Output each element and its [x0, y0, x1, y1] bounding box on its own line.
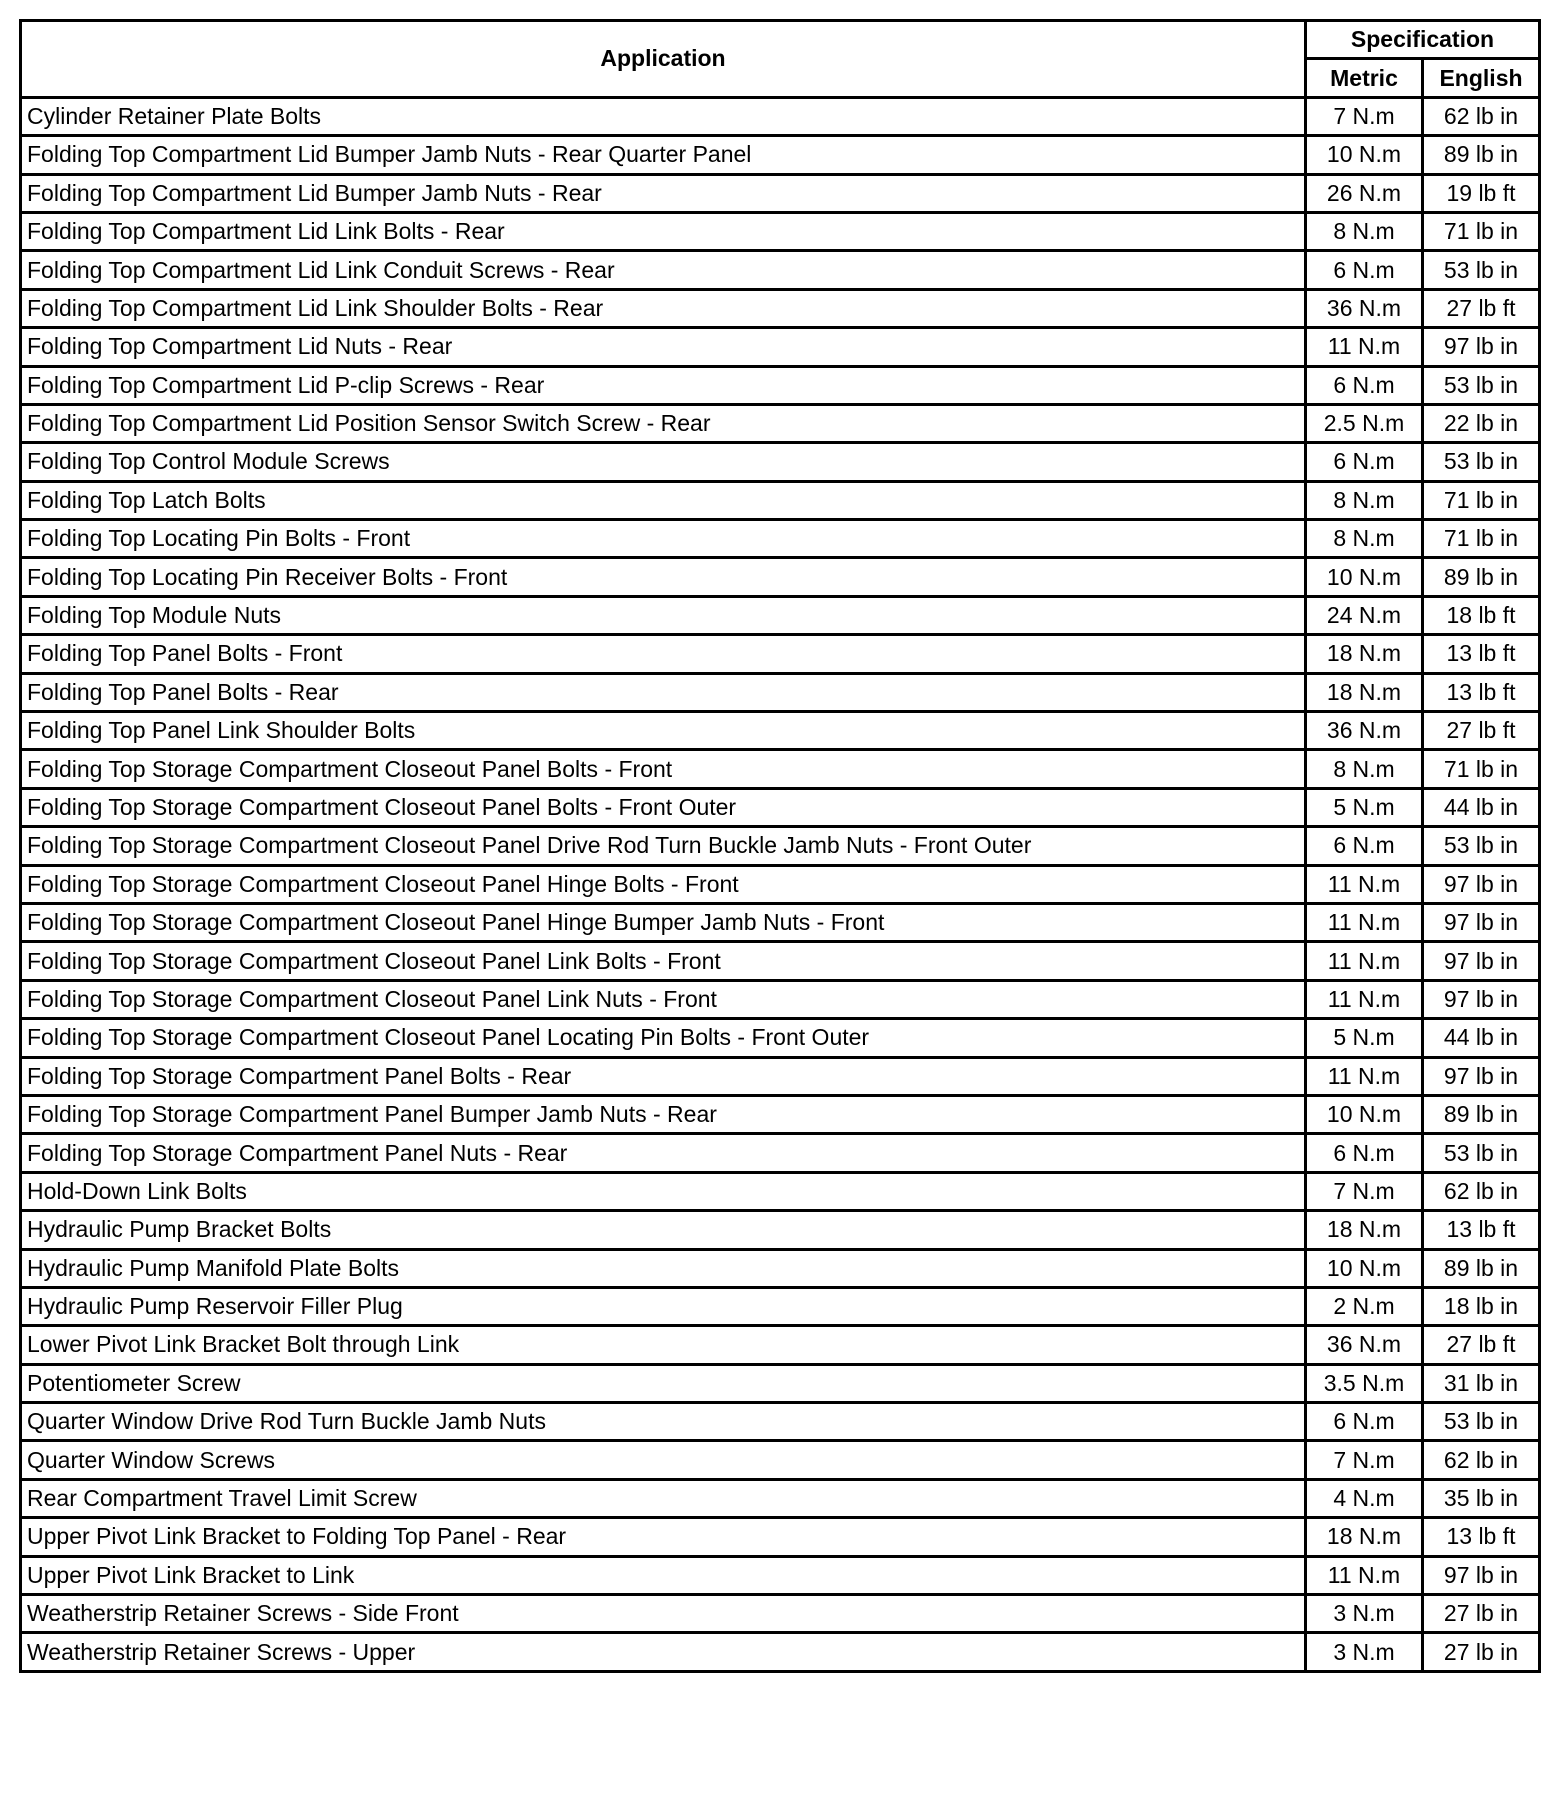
- english-cell: 53 lb in: [1423, 366, 1540, 404]
- application-cell: Folding Top Latch Bolts: [21, 481, 1306, 519]
- header-row-top: [21, 21, 1540, 59]
- table-row: [21, 328, 1540, 366]
- table-row: [21, 1326, 1540, 1364]
- english-cell: 27 lb in: [1423, 1595, 1540, 1633]
- metric-cell: 10 N.m: [1306, 136, 1423, 174]
- metric-cell: 8 N.m: [1306, 750, 1423, 788]
- table-row: [21, 1441, 1540, 1479]
- application-cell: Folding Top Compartment Lid Link Shoulder Bolts - Rear: [21, 289, 1306, 327]
- application-cell: Potentiometer Screw: [21, 1364, 1306, 1402]
- table-row: [21, 1403, 1540, 1441]
- table-row: [21, 865, 1540, 903]
- english-cell: 27 lb ft: [1423, 1326, 1540, 1364]
- english-cell: 62 lb in: [1423, 1441, 1540, 1479]
- table-row: [21, 443, 1540, 481]
- application-cell: Weatherstrip Retainer Screws - Upper: [21, 1633, 1306, 1671]
- metric-cell: 5 N.m: [1306, 1019, 1423, 1057]
- application-cell: Hold-Down Link Bolts: [21, 1172, 1306, 1210]
- english-cell: 27 lb ft: [1423, 712, 1540, 750]
- table-row: [21, 97, 1540, 135]
- english-cell: 97 lb in: [1423, 903, 1540, 941]
- metric-cell: 5 N.m: [1306, 788, 1423, 826]
- application-cell: Folding Top Panel Bolts - Front: [21, 635, 1306, 673]
- application-cell: Upper Pivot Link Bracket to Folding Top Panel - Rear: [21, 1518, 1306, 1556]
- table-row: [21, 1249, 1540, 1287]
- application-cell: Folding Top Panel Bolts - Rear: [21, 673, 1306, 711]
- metric-cell: 6 N.m: [1306, 1403, 1423, 1441]
- metric-header: Metric: [1306, 59, 1423, 97]
- application-cell: Rear Compartment Travel Limit Screw: [21, 1479, 1306, 1517]
- metric-cell: 18 N.m: [1306, 1211, 1423, 1249]
- metric-cell: 6 N.m: [1306, 366, 1423, 404]
- metric-cell: 11 N.m: [1306, 328, 1423, 366]
- english-cell: 35 lb in: [1423, 1479, 1540, 1517]
- table-row: [21, 788, 1540, 826]
- table-row: [21, 289, 1540, 327]
- table-row: [21, 1057, 1540, 1095]
- table-row: [21, 712, 1540, 750]
- english-cell: 53 lb in: [1423, 1134, 1540, 1172]
- english-cell: 89 lb in: [1423, 136, 1540, 174]
- application-cell: Folding Top Storage Compartment Panel Bolts - Rear: [21, 1057, 1306, 1095]
- specification-header: Specification: [1306, 21, 1540, 59]
- table-row: [21, 1172, 1540, 1210]
- table-row: [21, 1095, 1540, 1133]
- english-cell: 71 lb in: [1423, 520, 1540, 558]
- application-cell: Folding Top Compartment Lid Bumper Jamb Nuts - Rear Quarter Panel: [21, 136, 1306, 174]
- application-cell: Folding Top Storage Compartment Closeout Panel Bolts - Front Outer: [21, 788, 1306, 826]
- metric-cell: 7 N.m: [1306, 1172, 1423, 1210]
- application-cell: Folding Top Locating Pin Receiver Bolts - Front: [21, 558, 1306, 596]
- metric-cell: 36 N.m: [1306, 712, 1423, 750]
- table-row: [21, 404, 1540, 442]
- english-cell: 71 lb in: [1423, 212, 1540, 250]
- application-cell: Folding Top Storage Compartment Closeout Panel Link Nuts - Front: [21, 980, 1306, 1018]
- english-cell: 53 lb in: [1423, 443, 1540, 481]
- metric-cell: 6 N.m: [1306, 443, 1423, 481]
- english-cell: 53 lb in: [1423, 1403, 1540, 1441]
- table-row: [21, 673, 1540, 711]
- table-row: [21, 520, 1540, 558]
- table-row: [21, 942, 1540, 980]
- metric-cell: 3 N.m: [1306, 1595, 1423, 1633]
- metric-cell: 24 N.m: [1306, 596, 1423, 634]
- application-cell: Folding Top Locating Pin Bolts - Front: [21, 520, 1306, 558]
- table-header: [21, 21, 1540, 98]
- metric-cell: 26 N.m: [1306, 174, 1423, 212]
- application-cell: Folding Top Compartment Lid Bumper Jamb Nuts - Rear: [21, 174, 1306, 212]
- english-cell: 97 lb in: [1423, 1556, 1540, 1594]
- table-row: [21, 750, 1540, 788]
- metric-cell: 3 N.m: [1306, 1633, 1423, 1671]
- table-row: [21, 596, 1540, 634]
- english-cell: 71 lb in: [1423, 481, 1540, 519]
- english-cell: 18 lb ft: [1423, 596, 1540, 634]
- english-cell: 31 lb in: [1423, 1364, 1540, 1402]
- table-row: [21, 903, 1540, 941]
- application-cell: Quarter Window Drive Rod Turn Buckle Jamb Nuts: [21, 1403, 1306, 1441]
- table-row: [21, 174, 1540, 212]
- table-row: [21, 558, 1540, 596]
- english-cell: 44 lb in: [1423, 1019, 1540, 1057]
- english-cell: 62 lb in: [1423, 1172, 1540, 1210]
- table-row: [21, 366, 1540, 404]
- english-cell: 97 lb in: [1423, 942, 1540, 980]
- metric-cell: 18 N.m: [1306, 673, 1423, 711]
- metric-cell: 3.5 N.m: [1306, 1364, 1423, 1402]
- application-cell: Folding Top Storage Compartment Closeout Panel Link Bolts - Front: [21, 942, 1306, 980]
- application-cell: Folding Top Storage Compartment Panel Bumper Jamb Nuts - Rear: [21, 1095, 1306, 1133]
- metric-cell: 11 N.m: [1306, 980, 1423, 1018]
- metric-cell: 6 N.m: [1306, 827, 1423, 865]
- application-cell: Folding Top Compartment Lid Position Sensor Switch Screw - Rear: [21, 404, 1306, 442]
- english-cell: 27 lb ft: [1423, 289, 1540, 327]
- metric-cell: 11 N.m: [1306, 942, 1423, 980]
- table-row: [21, 1633, 1540, 1671]
- metric-cell: 8 N.m: [1306, 481, 1423, 519]
- metric-cell: 11 N.m: [1306, 865, 1423, 903]
- application-cell: Hydraulic Pump Manifold Plate Bolts: [21, 1249, 1306, 1287]
- metric-cell: 18 N.m: [1306, 635, 1423, 673]
- table-row: [21, 136, 1540, 174]
- metric-cell: 6 N.m: [1306, 1134, 1423, 1172]
- metric-cell: 2 N.m: [1306, 1287, 1423, 1325]
- english-cell: 13 lb ft: [1423, 635, 1540, 673]
- table-body: [21, 97, 1540, 1671]
- table-row: [21, 481, 1540, 519]
- table-row: [21, 1019, 1540, 1057]
- metric-cell: 8 N.m: [1306, 212, 1423, 250]
- english-cell: 18 lb in: [1423, 1287, 1540, 1325]
- application-cell: Quarter Window Screws: [21, 1441, 1306, 1479]
- application-cell: Folding Top Control Module Screws: [21, 443, 1306, 481]
- metric-cell: 7 N.m: [1306, 1441, 1423, 1479]
- application-cell: Folding Top Storage Compartment Closeout Panel Locating Pin Bolts - Front Outer: [21, 1019, 1306, 1057]
- application-cell: Folding Top Compartment Lid Link Conduit Screws - Rear: [21, 251, 1306, 289]
- metric-cell: 11 N.m: [1306, 1556, 1423, 1594]
- application-cell: Folding Top Panel Link Shoulder Bolts: [21, 712, 1306, 750]
- application-header: Application: [21, 21, 1306, 98]
- english-cell: 22 lb in: [1423, 404, 1540, 442]
- application-cell: Hydraulic Pump Bracket Bolts: [21, 1211, 1306, 1249]
- metric-cell: 6 N.m: [1306, 251, 1423, 289]
- table-row: [21, 251, 1540, 289]
- application-cell: Folding Top Storage Compartment Closeout Panel Bolts - Front: [21, 750, 1306, 788]
- english-cell: 89 lb in: [1423, 1095, 1540, 1133]
- english-cell: 27 lb in: [1423, 1633, 1540, 1671]
- application-cell: Folding Top Storage Compartment Closeout Panel Hinge Bolts - Front: [21, 865, 1306, 903]
- table-row: [21, 827, 1540, 865]
- metric-cell: 36 N.m: [1306, 289, 1423, 327]
- metric-cell: 4 N.m: [1306, 1479, 1423, 1517]
- english-cell: 13 lb ft: [1423, 1211, 1540, 1249]
- english-cell: 97 lb in: [1423, 1057, 1540, 1095]
- english-cell: 44 lb in: [1423, 788, 1540, 826]
- metric-cell: 11 N.m: [1306, 1057, 1423, 1095]
- table-row: [21, 1556, 1540, 1594]
- application-cell: Lower Pivot Link Bracket Bolt through Link: [21, 1326, 1306, 1364]
- application-cell: Folding Top Module Nuts: [21, 596, 1306, 634]
- metric-cell: 11 N.m: [1306, 903, 1423, 941]
- metric-cell: 7 N.m: [1306, 97, 1423, 135]
- table-row: [21, 980, 1540, 1018]
- english-header: English: [1423, 59, 1540, 97]
- table-row: [21, 1595, 1540, 1633]
- english-cell: 89 lb in: [1423, 558, 1540, 596]
- table-row: [21, 1518, 1540, 1556]
- application-cell: Folding Top Storage Compartment Closeout Panel Drive Rod Turn Buckle Jamb Nuts - Front Outer: [21, 827, 1306, 865]
- english-cell: 62 lb in: [1423, 97, 1540, 135]
- application-cell: Folding Top Compartment Lid Link Bolts - Rear: [21, 212, 1306, 250]
- table-row: [21, 1134, 1540, 1172]
- english-cell: 19 lb ft: [1423, 174, 1540, 212]
- application-cell: Cylinder Retainer Plate Bolts: [21, 97, 1306, 135]
- table-row: [21, 1211, 1540, 1249]
- table-row: [21, 1479, 1540, 1517]
- metric-cell: 18 N.m: [1306, 1518, 1423, 1556]
- table-row: [21, 1364, 1540, 1402]
- english-cell: 97 lb in: [1423, 865, 1540, 903]
- english-cell: 13 lb ft: [1423, 1518, 1540, 1556]
- application-cell: Folding Top Compartment Lid Nuts - Rear: [21, 328, 1306, 366]
- metric-cell: 10 N.m: [1306, 558, 1423, 596]
- application-cell: Weatherstrip Retainer Screws - Side Front: [21, 1595, 1306, 1633]
- english-cell: 89 lb in: [1423, 1249, 1540, 1287]
- application-cell: Folding Top Compartment Lid P-clip Screws - Rear: [21, 366, 1306, 404]
- table-row: [21, 635, 1540, 673]
- english-cell: 53 lb in: [1423, 827, 1540, 865]
- application-cell: Folding Top Storage Compartment Panel Nuts - Rear: [21, 1134, 1306, 1172]
- english-cell: 71 lb in: [1423, 750, 1540, 788]
- metric-cell: 10 N.m: [1306, 1095, 1423, 1133]
- application-cell: Folding Top Storage Compartment Closeout Panel Hinge Bumper Jamb Nuts - Front: [21, 903, 1306, 941]
- english-cell: 97 lb in: [1423, 328, 1540, 366]
- table-row: [21, 212, 1540, 250]
- metric-cell: 10 N.m: [1306, 1249, 1423, 1287]
- application-cell: Upper Pivot Link Bracket to Link: [21, 1556, 1306, 1594]
- english-cell: 13 lb ft: [1423, 673, 1540, 711]
- english-cell: 53 lb in: [1423, 251, 1540, 289]
- metric-cell: 2.5 N.m: [1306, 404, 1423, 442]
- torque-spec-table: [19, 19, 1541, 1673]
- application-cell: Hydraulic Pump Reservoir Filler Plug: [21, 1287, 1306, 1325]
- metric-cell: 36 N.m: [1306, 1326, 1423, 1364]
- english-cell: 97 lb in: [1423, 980, 1540, 1018]
- table-row: [21, 1287, 1540, 1325]
- metric-cell: 8 N.m: [1306, 520, 1423, 558]
